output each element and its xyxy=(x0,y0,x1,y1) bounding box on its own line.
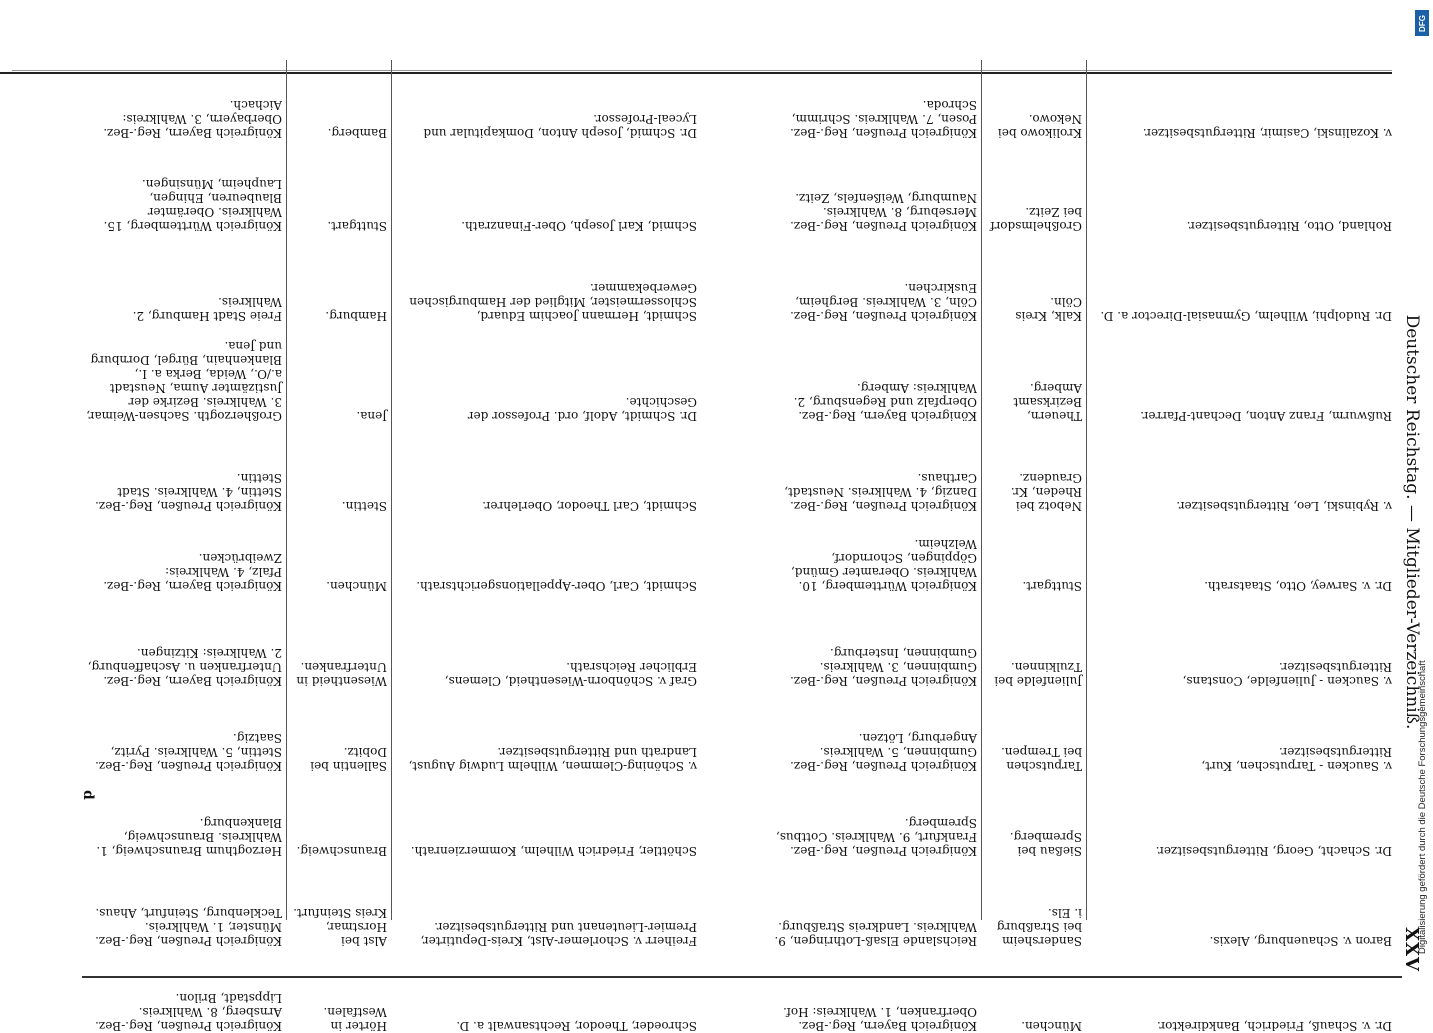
member-district: Königreich Bayern, Reg.-Bez. Oberbayern, 3. Wahlkreis: Aichach. xyxy=(103,98,282,140)
member-place: Sallentin bei Dobitz. xyxy=(310,745,387,773)
member-district: Königreich Preußen, Reg.-Bez. Cöln, 3. Wahlkreis. Bergheim, Euskirchen. xyxy=(790,281,977,323)
member-name: v. Rybinski, Leo, Rittergutsbesitzer. xyxy=(1176,499,1392,513)
member-place: München. xyxy=(326,579,387,593)
member-name: Schmidt, Carl Theodor, Oberlehrer. xyxy=(482,499,697,513)
member-district: Königreich Preußen, Reg.-Bez. Gumbinnen, 3. Wahlkreis. Gumbinnen, Insterburg. xyxy=(790,646,977,688)
member-district: Königreich Bayern, Reg.-Bez. Oberpfalz und Regensburg, 2. Wahlkreis: Amberg. xyxy=(793,381,977,423)
member-place: Hamburg. xyxy=(325,309,387,323)
member-place: Sandersheim bei Straßburg i. Els. xyxy=(996,906,1082,948)
digitization-note: Digitalisierung gefördert durch die Deutsche Forschungsgemeinschaft xyxy=(1417,660,1428,954)
member-district: Großherzogth. Sachsen-Weimar, 3. Wahlkreis. Bezirke der Justizämter Auma, Neustadt a./O., Weida, Berka a. I., Blankenhain, Bürgel, Dornburg und Jena. xyxy=(86,339,282,423)
running-title: Deutscher Reichstag. — Mitglieder-Verzeichniß. xyxy=(1402,314,1422,730)
member-name: Schöttler, Friedrich Wilhelm, Kommerzienrath. xyxy=(410,844,697,858)
member-district: Königreich Bayern, Reg.-Bez. Oberfranken, 1. Wahlkreis: Hof. xyxy=(783,1005,977,1033)
member-district: Königreich Preußen, Reg.-Bez. Gumbinnen, 5. Wahlkreis. Angerburg, Lötzen. xyxy=(790,731,977,773)
member-place: Tarputschen bei Trempen. xyxy=(1001,745,1082,773)
member-name: Schmidt, Carl, Ober-Appellationsgerichtsrath. xyxy=(416,579,697,593)
signature-mark: d xyxy=(80,790,96,800)
member-district: Königreich Preußen, Reg.-Bez. Frankfurt, 9. Wahlkreis. Cottbus, Spremberg. xyxy=(775,816,977,858)
member-name: Freiherr v. Schorlemer-Alst, Kreis-Deputirter, Premier-Lieutenant und Rittergutsbesitzer. xyxy=(420,920,697,948)
member-place: Hörter in Westfalen. xyxy=(323,1005,387,1033)
dfg-logo: DFG xyxy=(1415,10,1429,36)
member-column-right xyxy=(82,0,697,1033)
member-name: Schroeder, Theodor, Rechtsanwalt a. D. xyxy=(456,1019,697,1033)
column-divider xyxy=(391,60,392,920)
member-district: Herzogthum Braunschweig, 1. Wahlkreis. Braunschweig, Blankenburg. xyxy=(96,816,282,858)
member-name: v. Saucken - Julienfelde, Constans, Rittergutsbesitzer. xyxy=(1182,660,1392,688)
member-district: Königreich Bayern, Reg.-Bez. Unterfranken u. Aschaffenburg, 2. Wahlkreis: Kitzingen. xyxy=(87,646,282,688)
member-district: Königreich Preußen, Reg.-Bez. Arnsberg, 8. Wahlkreis. Lippstadt, Brilon. xyxy=(95,991,282,1033)
member-name: Rohland, Otto, Rittergutsbesitzer. xyxy=(1186,219,1392,233)
member-district: Königreich Württemberg, 10. Wahlkreis. Oberamter Gmünd, Göppingen, Schorndorf, Welzheim. xyxy=(790,537,977,593)
member-name: Dr. v. Sarwey, Otto, Staatsrath. xyxy=(1204,579,1392,593)
member-place: Wiesentheid in Unterfranken. xyxy=(296,660,387,688)
member-district: Freie Stadt Hamburg, 2. Wahlkreis. xyxy=(132,295,282,323)
member-column-left xyxy=(772,0,1392,1033)
member-place: Jena. xyxy=(356,409,387,423)
member-place: Bamberg. xyxy=(327,126,387,140)
member-district: Königreich Preußen, Reg.-Bez. Stettin, 5. Wahlkreis. Pyritz, Saatzig. xyxy=(95,731,282,773)
member-name: Graf v. Schönborn-Wiesentheid, Clemens, Erblicher Reichsrath. xyxy=(444,660,697,688)
column-divider xyxy=(286,60,287,920)
member-district: Königreich Preußen, Reg.-Bez. Münster, 1. Wahlkreis. Tecklenburg, Steinfurt, Ahaus. xyxy=(95,906,282,948)
member-name: Schmidt, Hermann Joachim Eduard, Schlossermeister, Mitglied der Hamburgischen Gewerbekammer. xyxy=(409,281,697,323)
digitization-sidebar xyxy=(1415,0,1431,1000)
member-district: Königreich Bayern, Reg.-Bez. Pfalz, 4. Wahlkreis: Zweibrücken. xyxy=(103,551,282,593)
member-district: Königreich Württemberg, 15. Wahlkreis. Oberämter Blaubeuren, Ehingen, Laupheim, Münsingen. xyxy=(103,177,282,233)
member-name: v. Saucken - Tarputschen, Kurt, Rittergutsbesitzer. xyxy=(1201,745,1392,773)
member-place: Kalk, Kreis Cöln. xyxy=(1015,295,1082,323)
member-place: Alst bei Horstmar, Kreis Steinfurt. xyxy=(293,906,387,948)
member-place: Stuttgart. xyxy=(327,219,387,233)
member-place: Stuttgart. xyxy=(1022,579,1082,593)
member-name: Dr. v. Schauß, Friedrich, Bankdirektor. xyxy=(1156,1019,1392,1033)
member-place: Theuern, Bezirksamt Amberg. xyxy=(1013,381,1082,423)
member-place: Großhelmsdorf bei Zeitz. xyxy=(990,205,1082,233)
member-district: Reichslande Elsaß-Lothringen, 9. Wahlkreis. Landkreis Straßburg. xyxy=(774,920,977,948)
member-name: Dr. Schmidt, Adolf, ord. Professor der Geschichte. xyxy=(467,395,697,423)
member-name: v. Schöning-Clemmen, Wilhelm Ludwig August, Landrath und Rittergutsbesitzer. xyxy=(408,745,697,773)
member-place: Krolikowo bei Nekowo. xyxy=(997,112,1082,140)
column-divider xyxy=(1086,60,1087,920)
member-district: Königreich Preußen, Reg.-Bez. Posen, 7. Wahlkreis. Schrimm, Schroda. xyxy=(790,98,977,140)
member-name: Dr. Rudolphi, Wilhelm, Gymnasial-Director a. D. xyxy=(1100,309,1392,323)
member-place: Sießau bei Spremberg. xyxy=(1009,830,1082,858)
member-place: Braunschweig. xyxy=(296,844,387,858)
member-district: Königreich Preußen, Reg.-Bez. Danzig, 4. Wahlkreis. Neustadt, Carthaus. xyxy=(784,471,977,513)
member-name: Baron v. Schauenburg, Alexis. xyxy=(1209,934,1392,948)
member-name: Dr. Schmid, Joseph Anton, Domkapitular und Lyceal-Professor. xyxy=(423,112,697,140)
member-place: Nebotz bei Rheden, Kr. Graudenz. xyxy=(1010,471,1082,513)
member-district: Königreich Preußen, Reg.-Bez. Merseburg, 8. Wahlkreis. Naumburg, Weißenfels, Zeitz. xyxy=(790,191,977,233)
member-name: Dr. Schacht, Georg, Rittergutsbesitzer. xyxy=(1155,844,1392,858)
member-place: München. xyxy=(1021,1019,1082,1033)
member-name: Schmid, Karl Joseph, Ober-Finanzrath. xyxy=(461,219,697,233)
member-name: Rußwurm, Franz Anton, Dechant-Pfarrer. xyxy=(1140,409,1392,423)
column-divider xyxy=(981,60,982,920)
page-number: XXV xyxy=(1401,927,1422,972)
member-place: Julienfelde bei Tzulkinnen. xyxy=(994,660,1082,688)
member-district: Königreich Preußen, Reg.-Bez. Stettin, 4. Wahlkreis. Stadt Stettin. xyxy=(95,471,282,513)
member-place: Stettin. xyxy=(341,499,387,513)
member-name: v. Kozalinski, Casimir, Rittergutsbesitzer. xyxy=(1142,126,1392,140)
